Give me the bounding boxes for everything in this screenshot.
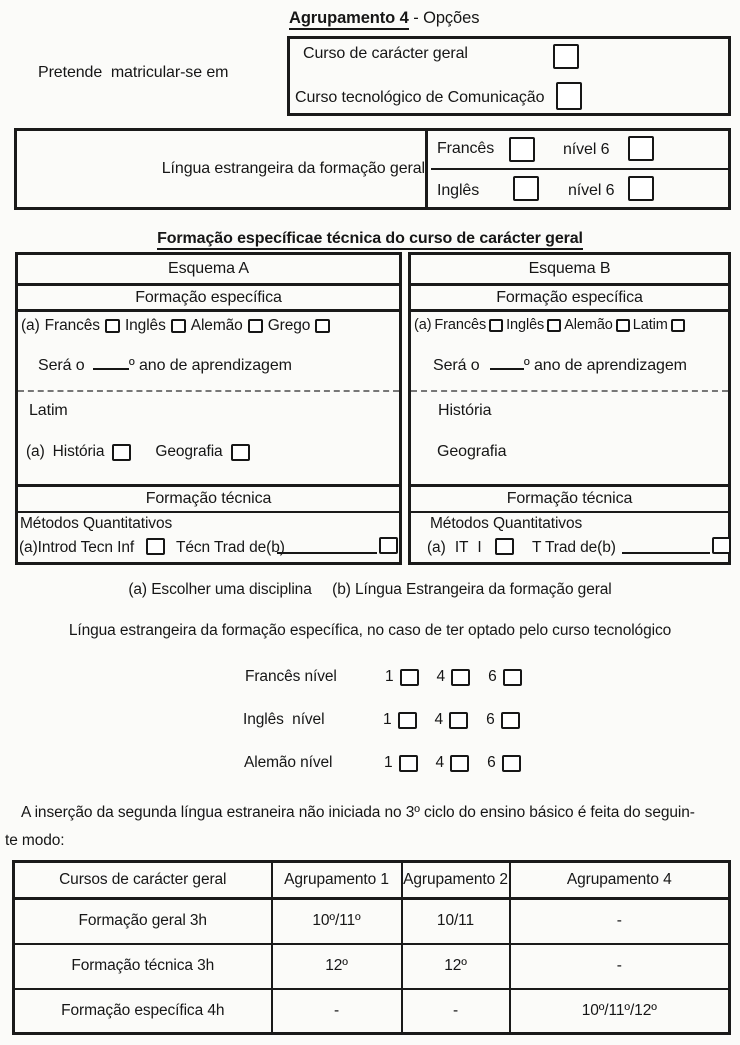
english-level-label: nível 6	[568, 182, 615, 199]
level-row-alemao-label: Alemão nível	[244, 754, 333, 771]
level-row-frances	[245, 668, 522, 686]
esquema-a-tech-option1-checkbox[interactable]	[146, 538, 165, 555]
french-level-checkbox[interactable]	[628, 136, 654, 161]
course-options-box	[287, 36, 731, 116]
insertion-note-line1: A inserção da segunda língua estraneira não iniciada no 3º ciclo do ensino básico é feita do seguin-	[21, 804, 695, 821]
year-line-post: º ano de aprendizagem	[523, 357, 687, 374]
esquema-a-specific-content	[18, 312, 399, 487]
alemao-level-4-checkbox[interactable]	[450, 755, 469, 772]
lang-option-frances-checkbox[interactable]	[489, 319, 503, 332]
choice-prefix: (a)	[26, 443, 45, 460]
esquema-a-technical-header: Formação técnica	[18, 487, 399, 513]
alemao-level-1-checkbox[interactable]	[399, 755, 418, 772]
lang-option-latim-label: Latim	[632, 317, 668, 333]
page-title	[289, 9, 479, 28]
summary-table	[12, 860, 731, 1035]
lang-option-ingles-label: Inglês	[506, 317, 545, 333]
esquema-a-specific-header: Formação específica	[18, 286, 399, 312]
summary-cell: -	[510, 944, 730, 989]
lang-option-frances-label: Francês	[434, 317, 487, 333]
summary-row-geral	[14, 899, 730, 944]
scheme-footnote-b: (b) Língua Estrangeira da formação geral	[332, 581, 612, 598]
page-title-strong: Agrupamento 4	[289, 9, 409, 30]
lang-option-alemao-checkbox[interactable]	[616, 319, 630, 332]
specific-section-title-text: Formação específicae técnica do curso de carácter geral	[157, 230, 583, 250]
level-row-alemao-options	[384, 754, 521, 772]
esquema-a-language-options	[21, 317, 330, 335]
summary-cell: -	[272, 989, 402, 1034]
level-1-label: 1	[385, 668, 394, 685]
lang-option-alemao-checkbox[interactable]	[248, 319, 263, 333]
esquema-a-tech-option2-checkbox[interactable]	[379, 537, 398, 554]
esquema-b-specific-header: Formação específica	[411, 286, 728, 312]
choice-geografia-checkbox[interactable]	[231, 444, 250, 461]
tech-language-intro: Língua estrangeira da formação específica, no caso de ter optado pelo curso tecnológico	[68, 622, 672, 639]
esquema-b-subject-geografia: Geografia	[437, 443, 507, 460]
general-language-table	[14, 128, 731, 210]
esquema-a-tech-option1-label: (a)Introd Tecn Inf	[19, 539, 135, 556]
scheme-footnote	[0, 581, 740, 599]
french-label: Francês	[437, 140, 495, 157]
lang-option-grego-label: Grego	[267, 317, 311, 334]
esquema-b-tech-option2-checkbox[interactable]	[712, 537, 731, 554]
french-level-label: nível 6	[563, 141, 610, 158]
ingles-level-6-checkbox[interactable]	[501, 712, 520, 729]
summary-cell: -	[510, 899, 730, 944]
level-1-label: 1	[384, 754, 393, 771]
general-language-label-cell	[17, 131, 428, 207]
dashed-divider	[411, 390, 728, 392]
summary-cell: Formação técnica 3h	[14, 944, 272, 989]
year-blank[interactable]	[93, 355, 129, 370]
year-line-post: º ano de aprendizagem	[128, 357, 292, 374]
summary-header-row	[14, 862, 730, 899]
level-4-label: 4	[436, 668, 446, 685]
frances-level-6-checkbox[interactable]	[503, 669, 522, 686]
course-option-tech-checkbox[interactable]	[556, 82, 582, 110]
esquema-b-technical-header: Formação técnica	[411, 487, 728, 513]
esquema-a-table	[15, 252, 402, 565]
course-option-general-label: Curso de carácter geral	[303, 45, 468, 62]
lang-option-frances-label: Francês	[44, 317, 100, 334]
summary-row-especifica	[14, 989, 730, 1034]
esquema-b-tech-line1: Métodos Quantitativos	[430, 515, 583, 532]
esquema-b-header: Esquema B	[411, 255, 728, 286]
summary-cell: -	[402, 989, 510, 1034]
specific-section-title	[0, 230, 740, 248]
ingles-level-4-checkbox[interactable]	[449, 712, 468, 729]
esquema-b-specific-content	[411, 312, 728, 487]
esquema-b-technical-content	[411, 513, 728, 562]
esquema-b-tech-option1-label: (a) IT I	[427, 539, 482, 556]
level-row-frances-label: Francês nível	[245, 668, 337, 685]
dashed-divider	[18, 390, 399, 392]
option-list-prefix: (a)	[414, 317, 432, 333]
ingles-level-1-checkbox[interactable]	[398, 712, 417, 729]
summary-cell: Formação geral 3h	[14, 899, 272, 944]
level-6-label: 6	[487, 754, 496, 771]
choice-historia-label: História	[52, 443, 105, 460]
level-6-label: 6	[488, 668, 497, 685]
esquema-a-header: Esquema A	[18, 255, 399, 286]
esquema-a-tech-option2-label: Técn Trad de(b)	[176, 539, 285, 556]
summary-header-agrupamento-2: Agrupamento 2	[402, 862, 510, 899]
page-title-rest: - Opções	[408, 9, 480, 27]
frances-level-1-checkbox[interactable]	[400, 669, 419, 686]
insertion-note-line2: te modo:	[5, 832, 65, 849]
alemao-level-6-checkbox[interactable]	[502, 755, 521, 772]
summary-cell: 12º	[272, 944, 402, 989]
esquema-a-choice-line	[26, 443, 250, 461]
choice-historia-checkbox[interactable]	[112, 444, 131, 461]
option-list-prefix: (a)	[21, 317, 40, 334]
insertion-note	[5, 799, 737, 855]
general-language-row-english	[431, 172, 728, 207]
lang-option-frances-checkbox[interactable]	[105, 319, 120, 333]
course-option-tech-label: Curso tecnológico de Comunicação	[295, 89, 545, 106]
enroll-prompt: Pretende matricular-se em	[38, 64, 229, 81]
summary-cell: 10º/11º	[272, 899, 402, 944]
general-language-row-french	[431, 131, 728, 170]
lang-option-ingles-checkbox[interactable]	[547, 319, 561, 332]
esquema-b-subject-historia: História	[438, 402, 492, 419]
esquema-b-tech-option1-checkbox[interactable]	[495, 538, 514, 555]
year-blank[interactable]	[490, 355, 524, 370]
lang-option-grego-checkbox[interactable]	[315, 319, 330, 333]
lang-option-alemao-label: Alemão	[190, 317, 243, 334]
english-label: Inglês	[437, 182, 480, 199]
esquema-b-language-options	[414, 317, 685, 333]
level-row-ingles-label: Inglês nível	[243, 711, 325, 728]
level-1-label: 1	[383, 711, 392, 728]
summary-cell: 10º/11º/12º	[510, 989, 730, 1034]
level-row-frances-options	[385, 668, 522, 686]
summary-cell: Formação específica 4h	[14, 989, 272, 1034]
summary-row-tecnica	[14, 944, 730, 989]
lang-option-ingles-checkbox[interactable]	[171, 319, 186, 333]
esquema-a-tech-option2-blank[interactable]	[277, 539, 377, 554]
esquema-b-tech-option2-blank[interactable]	[622, 539, 710, 554]
english-checkbox[interactable]	[513, 176, 539, 201]
course-option-general-checkbox[interactable]	[553, 44, 579, 69]
esquema-a-subject-latim: Latim	[29, 402, 68, 419]
esquema-a-technical-content	[18, 513, 399, 562]
level-6-label: 6	[486, 711, 495, 728]
frances-level-4-checkbox[interactable]	[451, 669, 470, 686]
level-4-label: 4	[435, 754, 445, 771]
esquema-a-tech-line1: Métodos Quantitativos	[20, 515, 173, 532]
french-checkbox[interactable]	[509, 137, 535, 162]
choice-geografia-label: Geografia	[155, 443, 223, 460]
summary-header-agrupamento-1: Agrupamento 1	[272, 862, 402, 899]
level-row-ingles-options	[383, 711, 520, 729]
level-row-ingles	[243, 711, 520, 729]
esquema-a-year-line	[38, 355, 292, 375]
english-level-checkbox[interactable]	[628, 176, 654, 201]
lang-option-ingles-label: Inglês	[124, 317, 166, 334]
general-language-label: Língua estrangeira da formação geral	[161, 160, 425, 177]
scheme-footnote-a: (a) Escolher uma disciplina	[128, 581, 312, 598]
year-line-pre: Será o	[433, 357, 480, 374]
level-4-label: 4	[434, 711, 444, 728]
summary-cell: 10/11	[402, 899, 510, 944]
lang-option-alemao-label: Alemão	[564, 317, 613, 333]
esquema-b-table	[408, 252, 731, 565]
summary-header-agrupamento-4: Agrupamento 4	[510, 862, 730, 899]
lang-option-latim-checkbox[interactable]	[671, 319, 685, 332]
year-line-pre: Será o	[38, 357, 85, 374]
summary-cell: 12º	[402, 944, 510, 989]
summary-header-cursos: Cursos de carácter geral	[14, 862, 272, 899]
level-row-alemao	[244, 754, 521, 772]
esquema-b-tech-option2-label: T Trad de(b)	[532, 539, 616, 556]
esquema-b-year-line	[433, 355, 687, 375]
